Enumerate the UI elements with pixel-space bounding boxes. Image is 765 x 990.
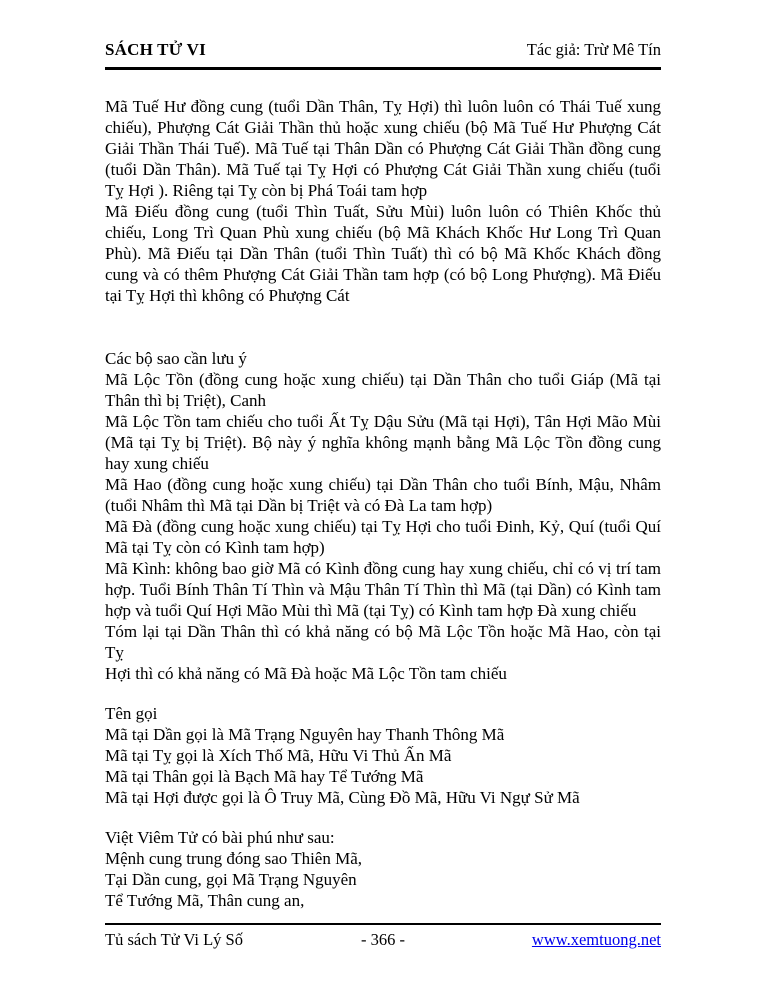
text-line: Giải Thần Thái Tuế). Mã Tuế tại Thân Dần có Phượng Cát Giải Thần đồng cung bbox=[105, 139, 661, 158]
text-line: Việt Viêm Tử có bài phú như sau: bbox=[105, 828, 335, 847]
text-line: tại Tỵ Hợi thì không có Phượng Cát bbox=[105, 286, 350, 305]
text-line: Mã Điếu đồng cung (tuổi Thìn Tuất, Sửu Mùi) luôn luôn có Thiên Khốc thủ bbox=[105, 202, 661, 221]
text-line: Mã Hao (đồng cung hoặc xung chiếu) tại Dần Thân cho tuổi Bính, Mậu, Nhâm bbox=[105, 475, 661, 494]
paragraph bbox=[105, 411, 661, 474]
paragraph bbox=[105, 869, 661, 890]
paragraph bbox=[105, 516, 661, 558]
paragraph bbox=[105, 745, 661, 766]
text-line: Mã Đà (đồng cung hoặc xung chiếu) tại Tỵ Hợi cho tuổi Đinh, Kỷ, Quí (tuổi Quí bbox=[105, 517, 661, 536]
text-line: chiếu), Phượng Cát Giải Thần thủ hoặc xung chiếu (bộ Mã Tuế Hư Phượng Cát bbox=[105, 118, 661, 137]
paragraph bbox=[105, 558, 661, 621]
text-line: Các bộ sao cần lưu ý bbox=[105, 349, 247, 368]
text-line: Mã tại Tỵ gọi là Xích Thố Mã, Hữu Vi Thủ Ấn Mã bbox=[105, 746, 452, 765]
text-line: Tỵ Hợi ). Riêng tại Tỵ còn bị Phá Toái tam hợp bbox=[105, 181, 428, 200]
text-line: hợp. Tuổi Bính Thân Tí Thìn và Mậu Thân Tí Thìn thì Mã (tại Dần) có Kình tam bbox=[105, 580, 661, 599]
text-line: Tại Dần cung, gọi Mã Trạng Nguyên bbox=[105, 870, 357, 889]
text-line: cung và có thêm Phượng Cát Giải Thần tam hợp (có bộ Long Phượng). Mã Điếu bbox=[105, 265, 661, 284]
section-ten-goi bbox=[105, 703, 661, 808]
page-header bbox=[105, 40, 661, 70]
text-line: Mệnh cung trung đóng sao Thiên Mã, bbox=[105, 849, 363, 868]
footer-website-link[interactable]: www.xemtuong.net bbox=[531, 930, 661, 949]
text-line: (tuổi Nhâm thì Mã tại Dần bị Triệt và có Đà La tam hợp) bbox=[105, 496, 493, 515]
paragraph bbox=[105, 96, 661, 201]
paragraph bbox=[105, 890, 661, 911]
section-ma-tue-hu-va-ma-dieu bbox=[105, 96, 661, 306]
section-cac-bo-sao-can-luu-y bbox=[105, 348, 661, 684]
page-footer bbox=[105, 923, 661, 950]
paragraph bbox=[105, 787, 661, 808]
text-line: Mã Lộc Tồn (đồng cung hoặc xung chiếu) tại Dần Thân cho tuổi Giáp (Mã tại bbox=[105, 370, 661, 389]
paragraph bbox=[105, 724, 661, 745]
paragraph bbox=[105, 348, 661, 369]
section-bai-phu-viet-viem-tu bbox=[105, 827, 661, 911]
text-line: Mã tại Dần gọi là Mã Trạng Nguyên hay Thanh Thông Mã bbox=[105, 725, 505, 744]
paragraph bbox=[105, 474, 661, 516]
paragraph bbox=[105, 621, 661, 684]
text-line: Mã tại Tỵ còn có Kình tam hợp) bbox=[105, 538, 325, 557]
text-line: Mã Lộc Tồn tam chiếu cho tuổi Ất Tỵ Dậu Sửu (Mã tại Hợi), Tân Hợi Mão Mùi bbox=[105, 412, 661, 431]
text-line: hợp và tuổi Quí Hợi Mão Mùi thì Mã (tại Tỵ) có Kình tam hợp Đà xung chiếu bbox=[105, 601, 637, 620]
text-line: Mã Tuế Hư đồng cung (tuổi Dần Thân, Tỵ Hợi) thì luôn luôn có Thái Tuế xung bbox=[105, 97, 661, 116]
text-line: Tóm lại tại Dần Thân thì có khả năng có bộ Mã Lộc Tồn hoặc Mã Hao, còn tại Tỵ bbox=[105, 622, 661, 662]
text-line: Phù). Mã Điếu tại Dần Thân (tuổi Thìn Tuất) thì có bộ Mã Khốc Khách đồng bbox=[105, 244, 661, 263]
text-line: Tể Tướng Mã, Thân cung an, bbox=[105, 891, 305, 910]
page-body bbox=[105, 96, 661, 911]
text-line: Mã tại Thân gọi là Bạch Mã hay Tể Tướng Mã bbox=[105, 767, 424, 786]
book-title: SÁCH TỬ VI bbox=[105, 40, 206, 59]
footer-series-title: Tủ sách Tử Vi Lý Số bbox=[105, 930, 243, 949]
text-line: Hợi thì có khả năng có Mã Đà hoặc Mã Lộc Tồn tam chiếu bbox=[105, 664, 507, 683]
paragraph bbox=[105, 766, 661, 787]
text-line: Thân thì bị Triệt), Canh bbox=[105, 391, 267, 410]
paragraph bbox=[105, 369, 661, 411]
text-line: hay xung chiếu bbox=[105, 454, 209, 473]
text-line: (tuổi Dần Thân). Mã Tuế tại Tỵ Hợi có Phượng Cát Giải Thần xung chiếu (tuổi bbox=[105, 160, 661, 179]
paragraph bbox=[105, 848, 661, 869]
paragraph bbox=[105, 201, 661, 306]
text-line: Mã tại Hợi được gọi là Ô Truy Mã, Cùng Đồ Mã, Hữu Vi Ngự Sử Mã bbox=[105, 788, 580, 807]
text-line: Tên gọi bbox=[105, 704, 158, 723]
text-line: Mã Kình: không bao giờ Mã có Kình đồng cung hay xung chiếu, chỉ có vị trí tam bbox=[105, 559, 661, 578]
text-line: chiếu, Long Trì Quan Phù xung chiếu (bộ Mã Khách Khốc Hư Long Trì Quan bbox=[105, 223, 661, 242]
footer-page-number: - 366 - bbox=[361, 930, 405, 949]
header-author: Tác giả: Trừ Mê Tín bbox=[526, 40, 661, 59]
text-line: (Mã tại Tỵ bị Triệt). Bộ này ý nghĩa không mạnh bằng Mã Lộc Tồn đồng cung bbox=[105, 433, 661, 452]
paragraph bbox=[105, 703, 661, 724]
paragraph bbox=[105, 827, 661, 848]
